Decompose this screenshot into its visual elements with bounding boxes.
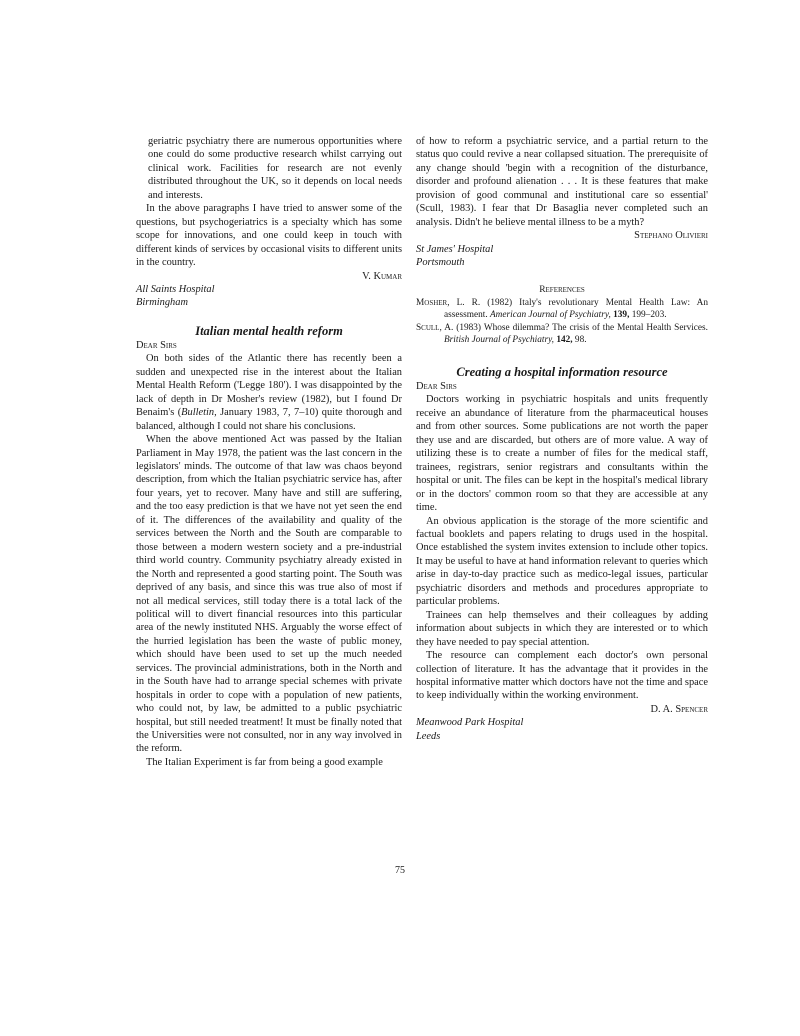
resource-paragraph-1: Doctors working in psychiatric hospitals and units frequently receive an abundance of literature from the pharmaceutical houses and from other sources. Some publications are not worth the paper they use and are discarded, but others are of more value. A way of utilizing these is to create a number of files for the medical staff, trainees, registrars, senior registrars and consultants within the hospital or unit. The files can be kept in the hospital's medical library or in the doctors' common room so that they are accessible at any time. — [416, 394, 708, 514]
ref-text: (1983) Whose dilemma? The crisis of the Mental Health Services. — [453, 322, 708, 333]
ref-pages: 199–203. — [629, 310, 667, 321]
text: January 1983, 7, 7–10) quite thorough and balanced, although I could not share his conclusions. — [136, 407, 402, 432]
reference-item — [416, 322, 708, 347]
olivieri-signature: Stephano Olivieri — [634, 230, 708, 242]
italian-paragraph-2: When the above mentioned Act was passed by the Italian Parliament in May 1978, the patient was the last concern in the legislators' minds. The outcome of that law was chaos beyond description, from which the Italian psychiatric service has, after four years, yet to recover. Many have and still are suffering, and the too easy prediction is that we have not yet seen the end of it. The differences of the availability and quality of the services between the North and the South are comparable to those between a modern western society and a pre-industrial third world country. Community psychiatry already existed in the North and represented a good starting point. The South was deprived of any basis, and since this was true also of most if not all medical services, still today there is a total lack of the political will to divert financial resources into this particular area of the newly instituted NHS. Arguably the worse effect of the hurried legislation has been the waste of public money, which should have been used to set up the much needed services. The provincial administrations, both in the North and in the South have had to arrange special schemes with private hospitals in order to cope with a population of new patients, who could not, by law, be admitted to a public psychiatric hospital, but still needed treatment! It must be finally noted that the Universities were not consulted, nor in any way involved in the reform. — [136, 434, 402, 755]
resource-letter-title: Creating a hospital information resource — [456, 364, 668, 379]
kumar-signature: V. Kumar — [362, 270, 402, 282]
ref-pages: 98. — [572, 335, 587, 346]
journal-name: Bulletin, — [181, 407, 217, 419]
ref-journal: British Journal of Psychiatry, — [444, 335, 555, 346]
kumar-address-2: Birmingham — [136, 297, 188, 309]
kumar-continuation: geriatric psychiatry there are numerous opportunities where one could do some productive research whilst carrying out clinical work. Facilities for research are not evenly distributed throughout the UK, so it depends on local needs and interests. — [148, 136, 402, 201]
resource-paragraph-4: The resource can complement each doctor's own personal collection of literature. It has the advantage that it provides in the hospital informative matter which doctors have not the time and space to keep individually within the working environment. — [416, 650, 709, 702]
ref-journal: American Journal of Psychiatry, — [489, 310, 611, 321]
resource-paragraph-3: Trainees can help themselves and their colleagues by adding information about subjects in which they are interested or to which they have needed to pay special attention. — [416, 609, 708, 648]
olivieri-address-1: St James' Hospital — [416, 243, 494, 255]
olivieri-address-2: Portsmouth — [416, 257, 465, 269]
spencer-address-2: Leeds — [416, 730, 441, 742]
ref-volume: 139, — [610, 310, 630, 321]
references-heading: References — [539, 284, 585, 295]
ref-author: Mosher, L. R. — [416, 297, 481, 308]
italian-paragraph-1 — [136, 352, 402, 433]
italian-continuation: of how to reform a psychiatric service, and a partial return to the status quo could revive a near collapsed situation. The prerequisite of any change should 'begin with a recognition of the disturbance, disorder and profound alienation . . . It is these features that make provision of good communal and institutional care so essential' (Scull, 1983). I fear that Dr Basaglia never completed such an analysis. Didn't he believe mental illness to be a myth? — [416, 136, 708, 228]
resource-paragraph-2: An obvious application is the storage of the more scientific and factual booklets and papers relating to drugs used in the hospital. Once established the system invites extension to include other topics. It may be useful to have at hand information relevant to queries which arise in day-to-day practice such as medico-legal issues, particular psychiatric disorders and methods and procedures appropriate to particular problems. — [416, 515, 708, 608]
resource-salutation: Dear Sirs — [416, 380, 457, 392]
reference-item — [416, 297, 708, 322]
left-column — [136, 135, 402, 769]
spencer-signature: D. A. Spencer — [650, 703, 708, 715]
spencer-address-1: Meanwood Park Hospital — [416, 717, 524, 729]
ref-volume: 142, — [554, 335, 573, 346]
page-number: 75 — [395, 865, 405, 876]
kumar-address-1: All Saints Hospital — [136, 283, 215, 295]
italian-letter-title: Italian mental health reform — [195, 323, 343, 338]
text: On both sides of the Atlantic there has recently been a sudden and unexpected rise in the interest about the Italian Mental Health Reform ('Legge 180'). I was disappointed by the lack of depth in Dr Mosher's review (1982), but I found Dr Benaim's ( — [136, 353, 402, 419]
kumar-paragraph: In the above paragraphs I have tried to answer some of the questions, but psychogeriatrics is a specialty which has some scope for innovations, and one could keep in touch with different kinds of services by occasional visits to different units in the country. — [136, 203, 402, 269]
italian-salutation: Dear Sirs — [136, 339, 177, 351]
ref-author: Scull, A. — [416, 322, 454, 333]
ref-text: (1982) Italy's revolutionary Mental Health Law: An assessment. — [444, 297, 708, 321]
right-column — [416, 135, 708, 743]
italian-paragraph-3: The Italian Experiment is far from being a good example — [146, 756, 383, 768]
